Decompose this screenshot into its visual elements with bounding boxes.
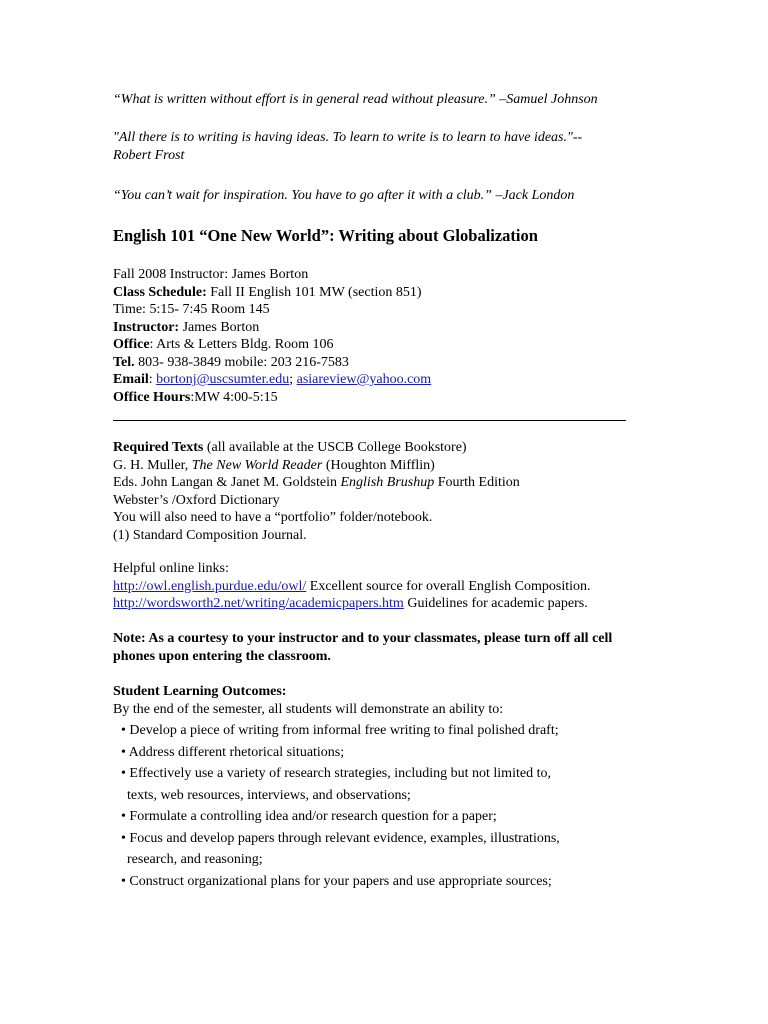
text-journal: (1) Standard Composition Journal. (113, 527, 307, 543)
office-hours-line (113, 389, 431, 407)
text-edition: Fourth Edition (434, 475, 520, 490)
outcome-item-continued: research, and reasoning; (127, 852, 263, 867)
link-wordsworth[interactable]: http://wordsworth2.net/writing/academicpapers.htm (113, 596, 404, 611)
quote-line: “What is written without effort is in general read without pleasure.” –Samuel Johnson (113, 92, 598, 107)
learning-outcomes (113, 683, 560, 894)
schedule-line (113, 284, 431, 302)
outcome-item: • Construct organizational plans for your papers and use appropriate sources; (121, 873, 552, 889)
cell-phone-note (113, 630, 612, 665)
quote-line: “You can’t wait for inspiration. You have to go after it with a club.” –Jack London (113, 188, 575, 203)
tel-label: Tel. (113, 354, 135, 370)
link-row-wordsworth (113, 595, 590, 613)
instructor-label: Instructor: (113, 319, 180, 335)
email-line (113, 371, 431, 389)
quote-london (113, 187, 574, 205)
office-hours-value: :MW 4:00-5:15 (190, 389, 278, 405)
tel-value: 803- 938-3849 mobile: 203 216-7583 (134, 354, 349, 370)
helpful-links (113, 560, 590, 613)
links-heading: Helpful online links: (113, 561, 229, 576)
link-description: Excellent source for overall English Composition. (306, 578, 591, 594)
outcome-item: • Effectively use a variety of research strategies, including but not limited to, (121, 766, 551, 781)
text-portfolio: You will also need to have a “portfolio” folder/notebook. (113, 510, 433, 525)
text-author: Eds. John Langan & Janet M. Goldstein (113, 475, 341, 490)
email-link-yahoo[interactable]: asiareview@yahoo.com (296, 372, 432, 387)
note-line: Note: As a courtesy to your instructor and to your classmates, please turn off all cell (113, 631, 613, 646)
text-dictionary: Webster’s /Oxford Dictionary (113, 492, 280, 508)
office-value: : Arts & Letters Bldg. Room 106 (149, 337, 334, 352)
text-muller (113, 457, 520, 475)
text-title: English Brushup (340, 475, 435, 490)
time-line: Time: 5:15- 7:45 Room 145 (113, 302, 270, 317)
email-label: Email (113, 372, 149, 387)
outcome-item: • Focus and develop papers through relevant evidence, examples, illustrations, (121, 830, 560, 846)
required-texts-note: (all available at the USCB College Bookstore) (203, 440, 467, 455)
course-title: English 101 “One New World”: Writing about Globalization (113, 226, 538, 245)
quote-line: Robert Frost (113, 147, 185, 163)
section-divider (113, 420, 626, 421)
instructor-value: James Borton (179, 319, 260, 335)
outcome-item: • Develop a piece of writing from informal free writing to final polished draft; (121, 723, 559, 738)
quote-line: "All there is to writing is having ideas. To learn to write is to learn to have ideas."-- (113, 130, 583, 145)
schedule-label: Class Schedule: (113, 284, 207, 300)
outcome-item-continued: texts, web resources, interviews, and observations; (127, 787, 411, 803)
required-texts-heading (113, 439, 520, 457)
note-line: phones upon entering the classroom. (113, 648, 331, 664)
text-publisher: (Houghton Mifflin) (322, 457, 435, 473)
office-line (113, 336, 431, 354)
link-description: Guidelines for academic papers. (403, 596, 588, 611)
quote-frost (113, 129, 582, 164)
term-line: Fall 2008 Instructor: James Borton (113, 267, 309, 282)
link-purdue-owl[interactable]: http://owl.english.purdue.edu/owl/ (113, 578, 307, 594)
email-separator: ; (289, 372, 297, 387)
email-separator: : (148, 372, 157, 387)
instructor-line (113, 319, 431, 337)
text-langan (113, 474, 520, 492)
email-link-uscsumter[interactable]: bortonj@uscsumter.edu (156, 372, 290, 387)
office-label: Office (113, 337, 150, 352)
tel-line (113, 354, 431, 372)
required-texts-label: Required Texts (113, 440, 204, 455)
outcomes-heading: Student Learning Outcomes: (113, 684, 287, 699)
outcome-item: • Address different rhetorical situations; (121, 744, 345, 760)
required-texts (113, 439, 520, 544)
quote-johnson (113, 91, 598, 109)
outcome-item: • Formulate a controlling idea and/or research question for a paper; (121, 809, 497, 824)
outcomes-intro: By the end of the semester, all students will demonstrate an ability to: (113, 701, 504, 717)
office-hours-label: Office Hours (113, 389, 191, 405)
link-row-purdue (113, 578, 590, 596)
text-author: G. H. Muller, (113, 457, 192, 473)
schedule-value: Fall II English 101 MW (section 851) (206, 284, 422, 300)
course-info (113, 266, 431, 406)
text-title: The New World Reader (191, 457, 323, 473)
